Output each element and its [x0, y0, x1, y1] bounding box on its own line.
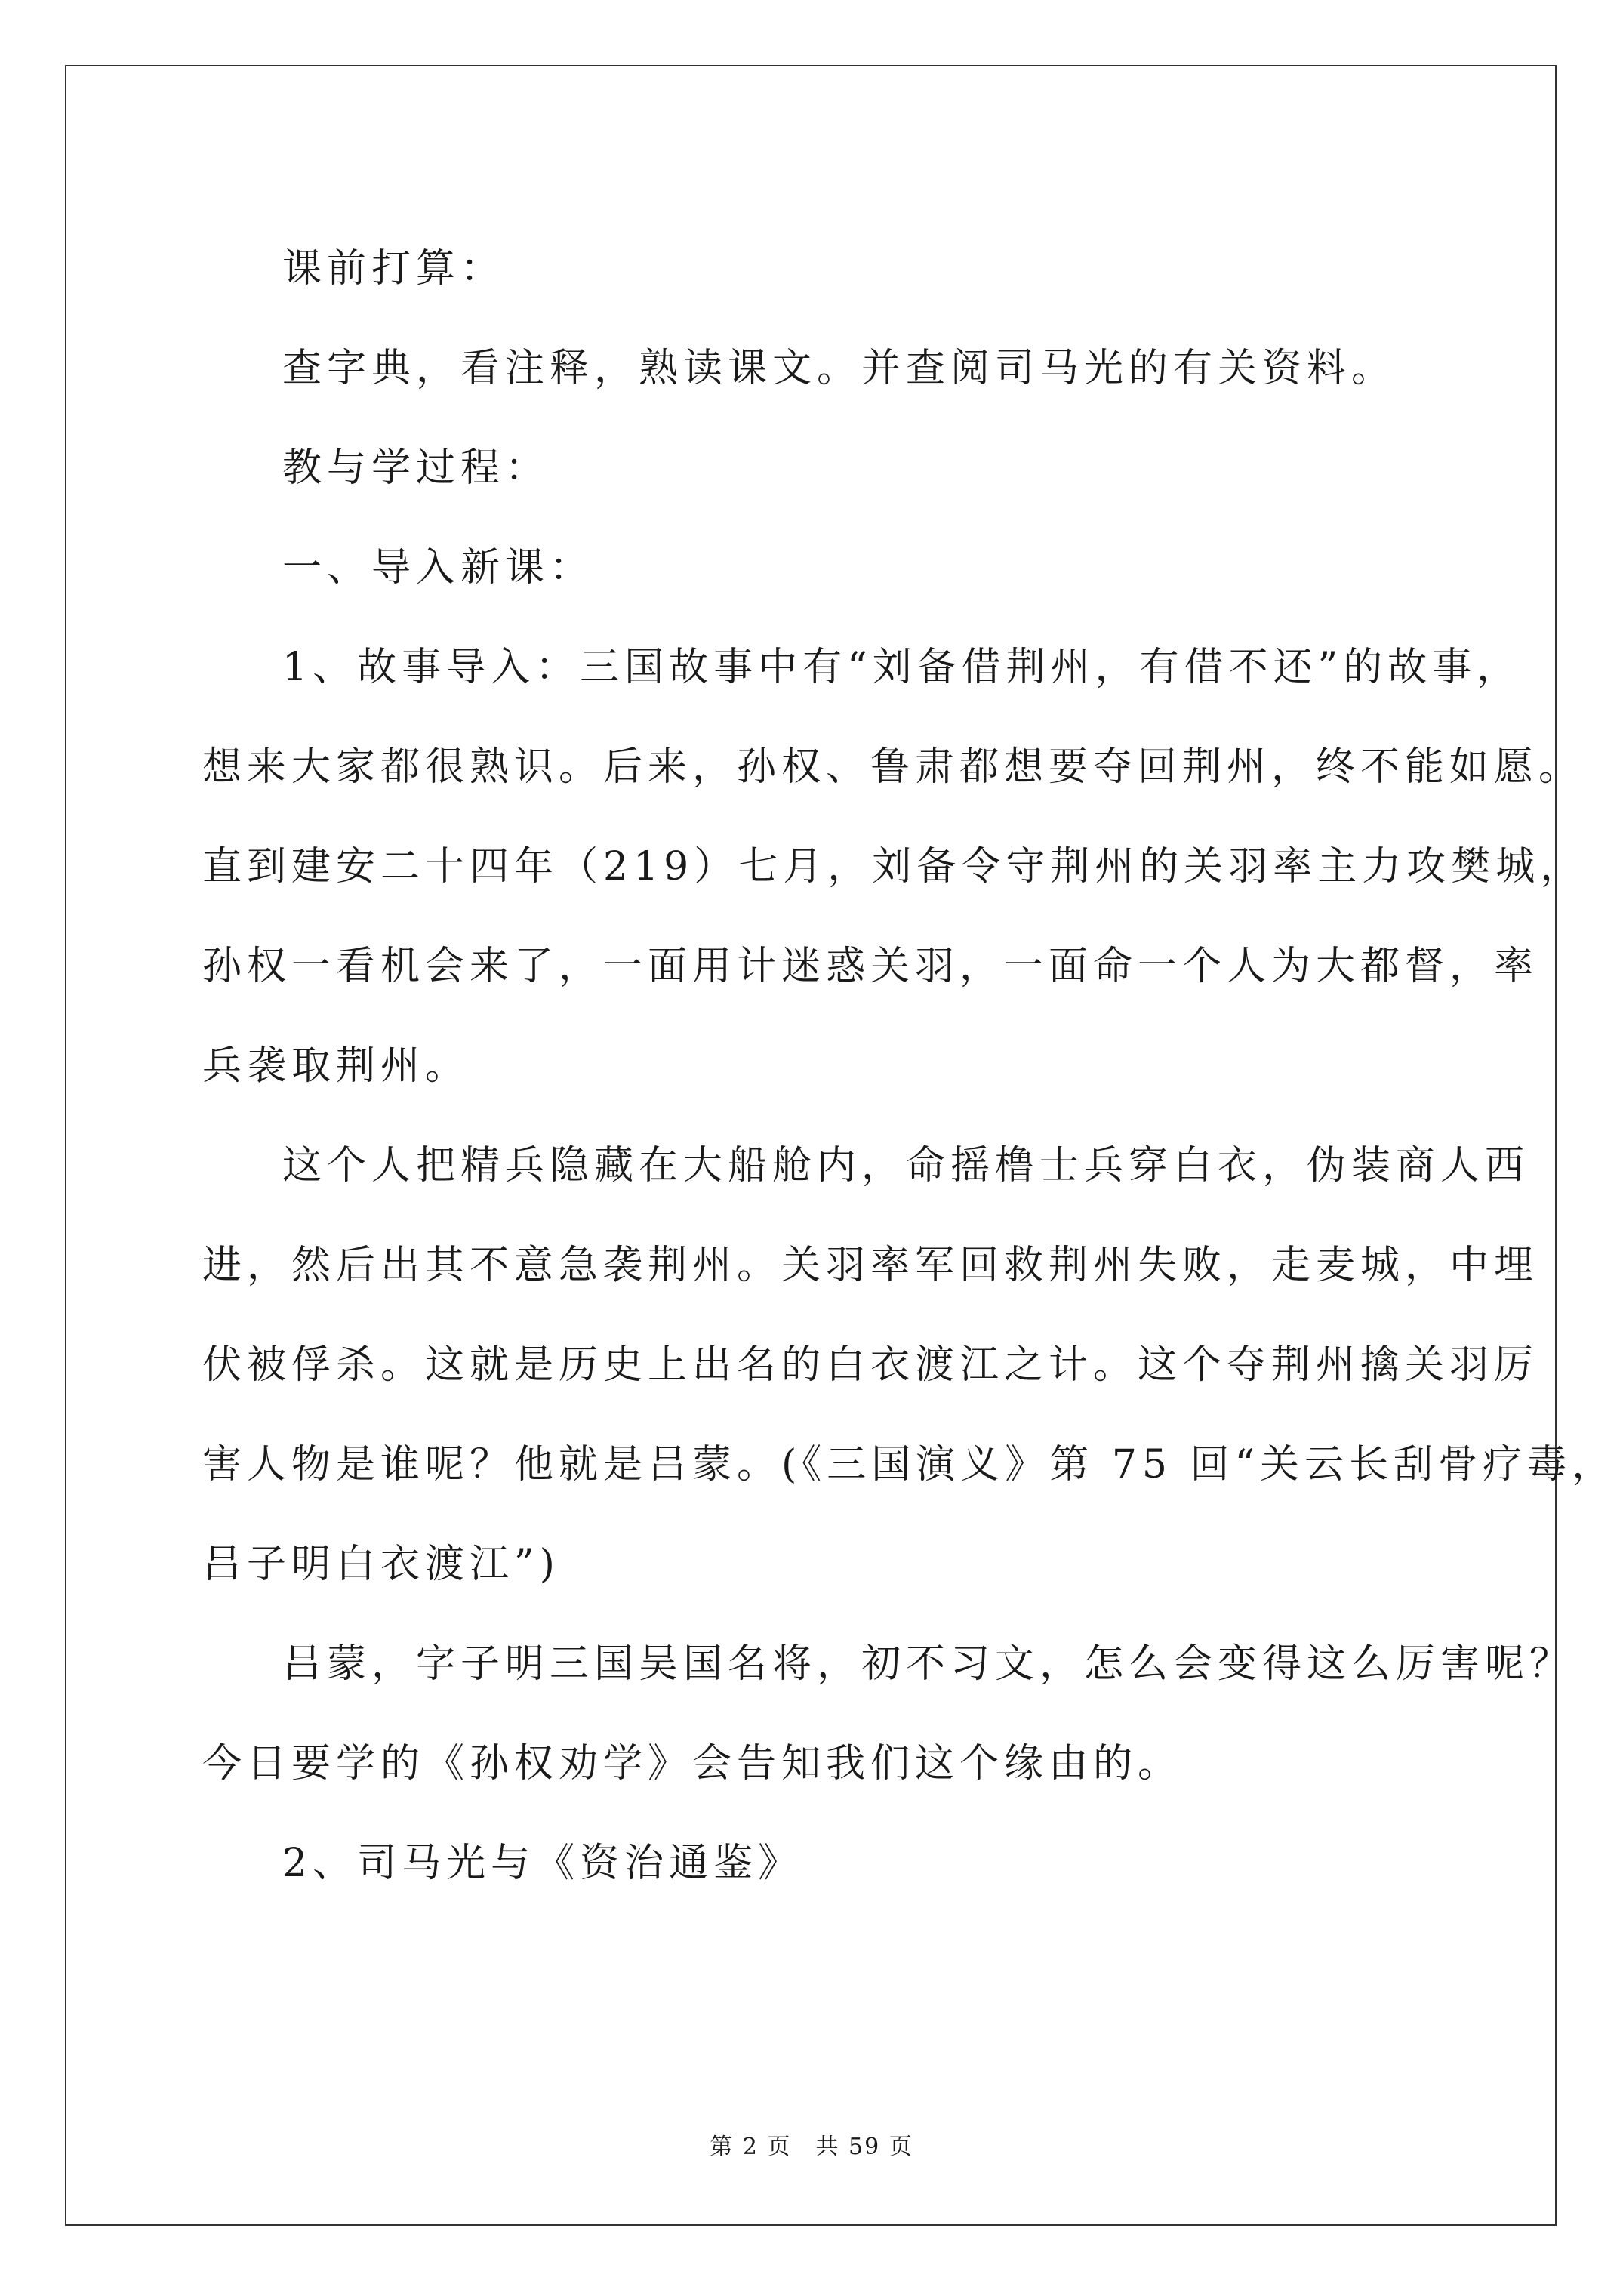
- text-line: 一、导入新课：: [282, 545, 595, 590]
- paragraph-lu-meng-intro: [202, 1614, 1575, 1814]
- paragraph-section-one-heading: [202, 518, 1471, 618]
- paragraph-process-heading: [202, 418, 1471, 518]
- paragraph-prep-content: [202, 319, 1471, 418]
- text-line: 2、司马光与《资治通鉴》: [282, 1841, 803, 1886]
- text-line: 想来大家都很熟识。后来，孙权、鲁肃都想要夺回荆州，终不能如愿。: [202, 744, 1584, 790]
- text-line: 进，然后出其不意急袭荆州。关羽率军回救荆州失败，走麦城，中埋: [202, 1243, 1539, 1288]
- text-line: 伏被俘杀。这就是历史上出名的白衣渡江之计。这个夺荆州擒关羽厉: [202, 1342, 1539, 1388]
- text-line: 兵袭取荆州。: [202, 1043, 470, 1089]
- text-line: 今日要学的《孙权劝学》会告知我们这个缘由的。: [202, 1741, 1183, 1786]
- text-line: 吕子明白衣渡江”): [202, 1542, 560, 1587]
- document-body: [202, 219, 1617, 1913]
- text-line: 课前打算：: [282, 246, 506, 291]
- text-line: 这个人把精兵隐藏在大船舱内，命摇橹士兵穿白衣，伪装商人西: [282, 1143, 1530, 1188]
- page-number-footer: 第 2 页 共 59 页: [710, 2134, 913, 2160]
- text-line: 孙权一看机会来了，一面用计迷惑关羽，一面命一个人为大都督，率: [202, 944, 1539, 989]
- paragraph-lu-meng-story: [202, 1116, 1617, 1614]
- text-line: 害人物是谁呢？他就是吕蒙。(《三国演义》第 75 回“关云长刮骨疗毒，: [202, 1442, 1617, 1487]
- paragraph-prep-heading: [202, 219, 1471, 319]
- paragraph-story-intro: [202, 618, 1585, 1116]
- text-line: 教与学过程：: [282, 445, 550, 491]
- paragraph-sima-guang-heading: [202, 1814, 1471, 1913]
- text-line: 吕蒙，字子明三国吴国名将，初不习文，怎么会变得这么厉害呢？: [282, 1641, 1575, 1687]
- text-line: 直到建安二十四年（219）七月，刘备令守荆州的关羽率主力攻樊城，: [202, 844, 1585, 889]
- text-line: 查字典，看注释，熟读课文。并查阅司马光的有关资料。: [282, 346, 1397, 391]
- text-line: 1、故事导入：三国故事中有“刘备借荆州，有借不还”的故事，: [282, 645, 1522, 690]
